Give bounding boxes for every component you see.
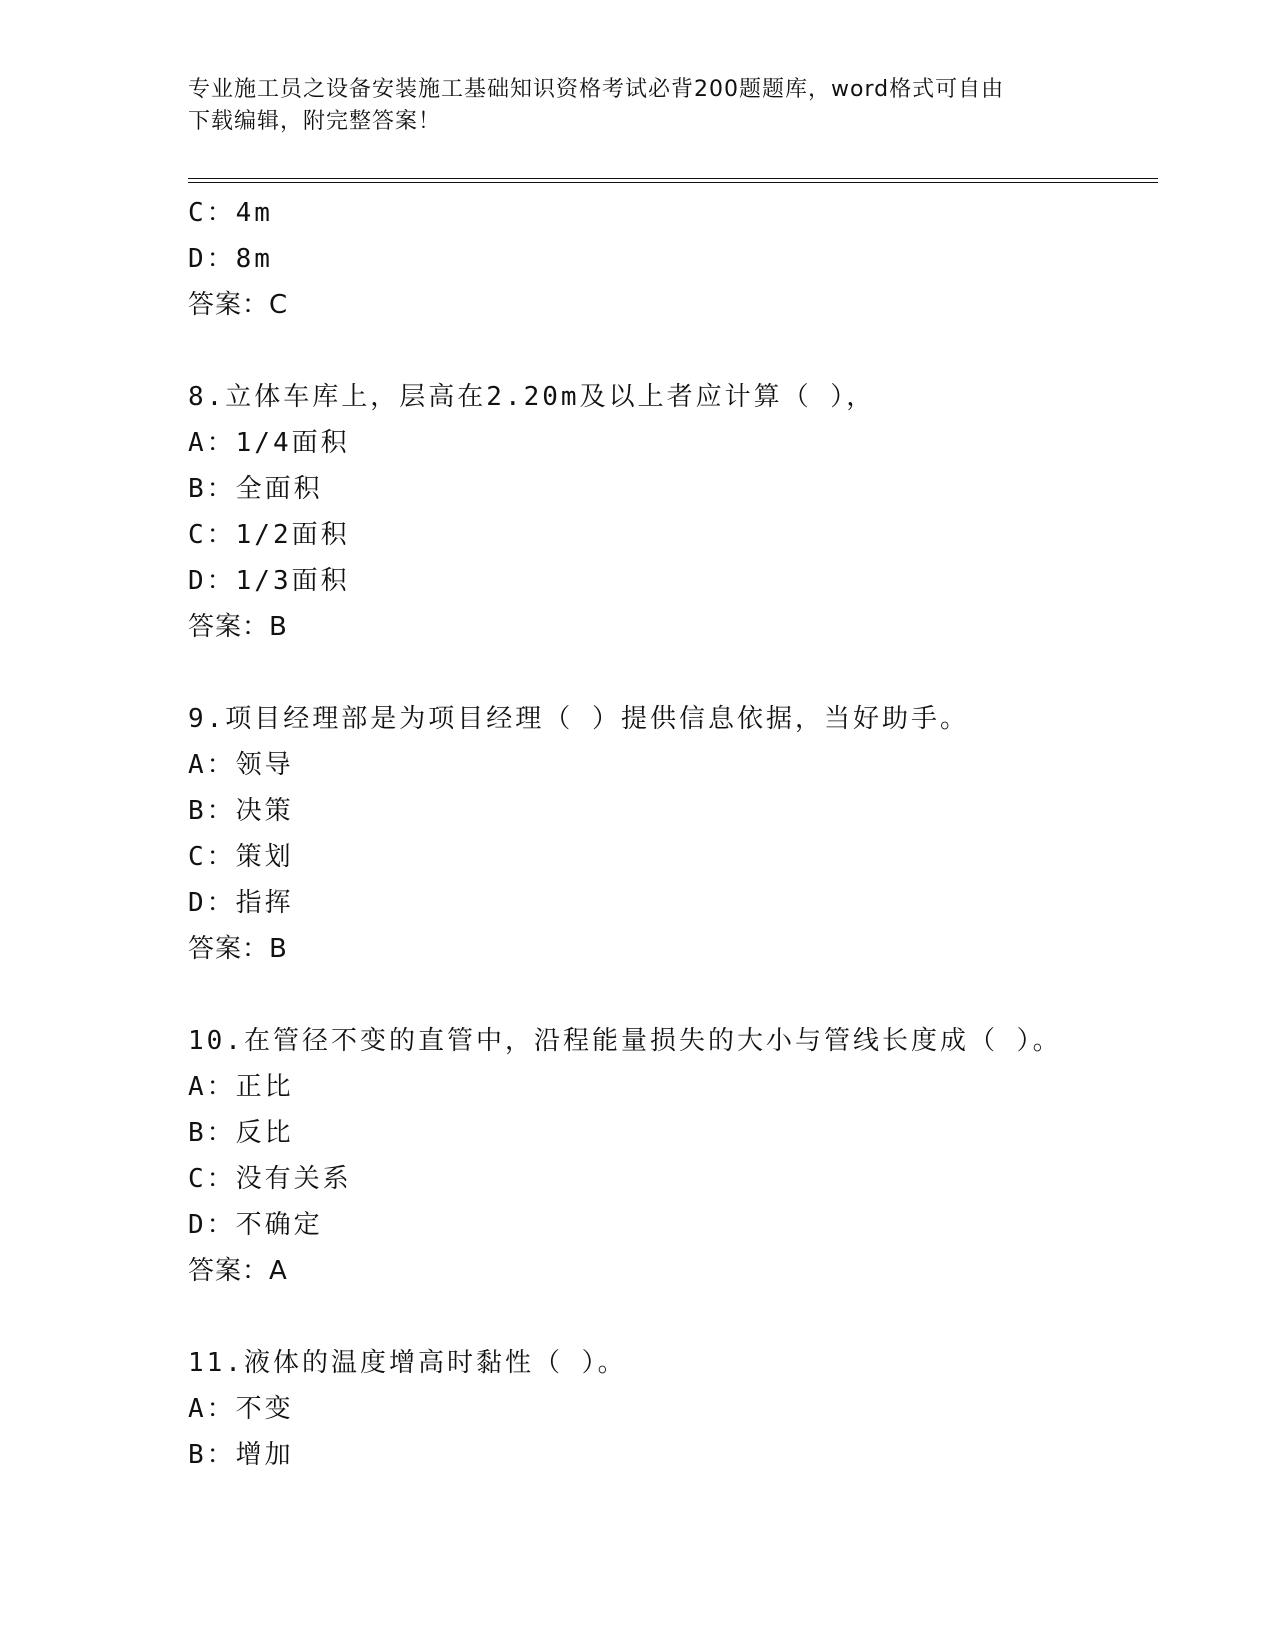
document-header (188, 74, 1088, 138)
option-c: C：4m (188, 198, 273, 228)
question-stem: 11.液体的温度增高时黏性（ ）。 (188, 1348, 627, 1378)
option-a: A：正比 (188, 1072, 294, 1102)
header-divider (188, 178, 1158, 183)
header-title-line-1: 专业施工员之设备安装施工基础知识资格考试必背200题题库，word格式可自由 (188, 77, 1005, 102)
answer: 答案：C (188, 290, 289, 320)
option-d: D：1/3面积 (188, 566, 350, 596)
question-11 (188, 1340, 1158, 1478)
answer: 答案：B (188, 934, 288, 964)
header-title-line-2: 下载编辑，附完整答案！ (188, 109, 442, 134)
option-a: A：领导 (188, 750, 294, 780)
spacer (188, 972, 1158, 1018)
answer: 答案：A (188, 1256, 288, 1286)
partial-question (188, 190, 1158, 328)
option-d: D：不确定 (188, 1210, 323, 1240)
option-c: C：没有关系 (188, 1164, 352, 1194)
question-stem: 9.项目经理部是为项目经理（ ）提供信息依据，当好助手。 (188, 704, 969, 734)
question-list (188, 190, 1158, 1478)
option-a: A：1/4面积 (188, 428, 350, 458)
option-b: B：全面积 (188, 474, 323, 504)
question-stem: 8.立体车库上，层高在2.20m及以上者应计算（ ）， (188, 382, 876, 412)
option-d: D：指挥 (188, 888, 294, 918)
option-b: B：反比 (188, 1118, 294, 1148)
spacer (188, 328, 1158, 374)
option-c: C：1/2面积 (188, 520, 350, 550)
question-8 (188, 374, 1158, 650)
spacer (188, 1294, 1158, 1340)
question-stem: 10.在管径不变的直管中，沿程能量损失的大小与管线长度成（ ）。 (188, 1026, 1062, 1056)
option-c: C：策划 (188, 842, 294, 872)
answer: 答案：B (188, 612, 288, 642)
option-b: B：增加 (188, 1440, 294, 1470)
option-d: D：8m (188, 244, 273, 274)
spacer (188, 650, 1158, 696)
option-a: A：不变 (188, 1394, 294, 1424)
question-9 (188, 696, 1158, 972)
option-b: B：决策 (188, 796, 294, 826)
question-10 (188, 1018, 1158, 1294)
